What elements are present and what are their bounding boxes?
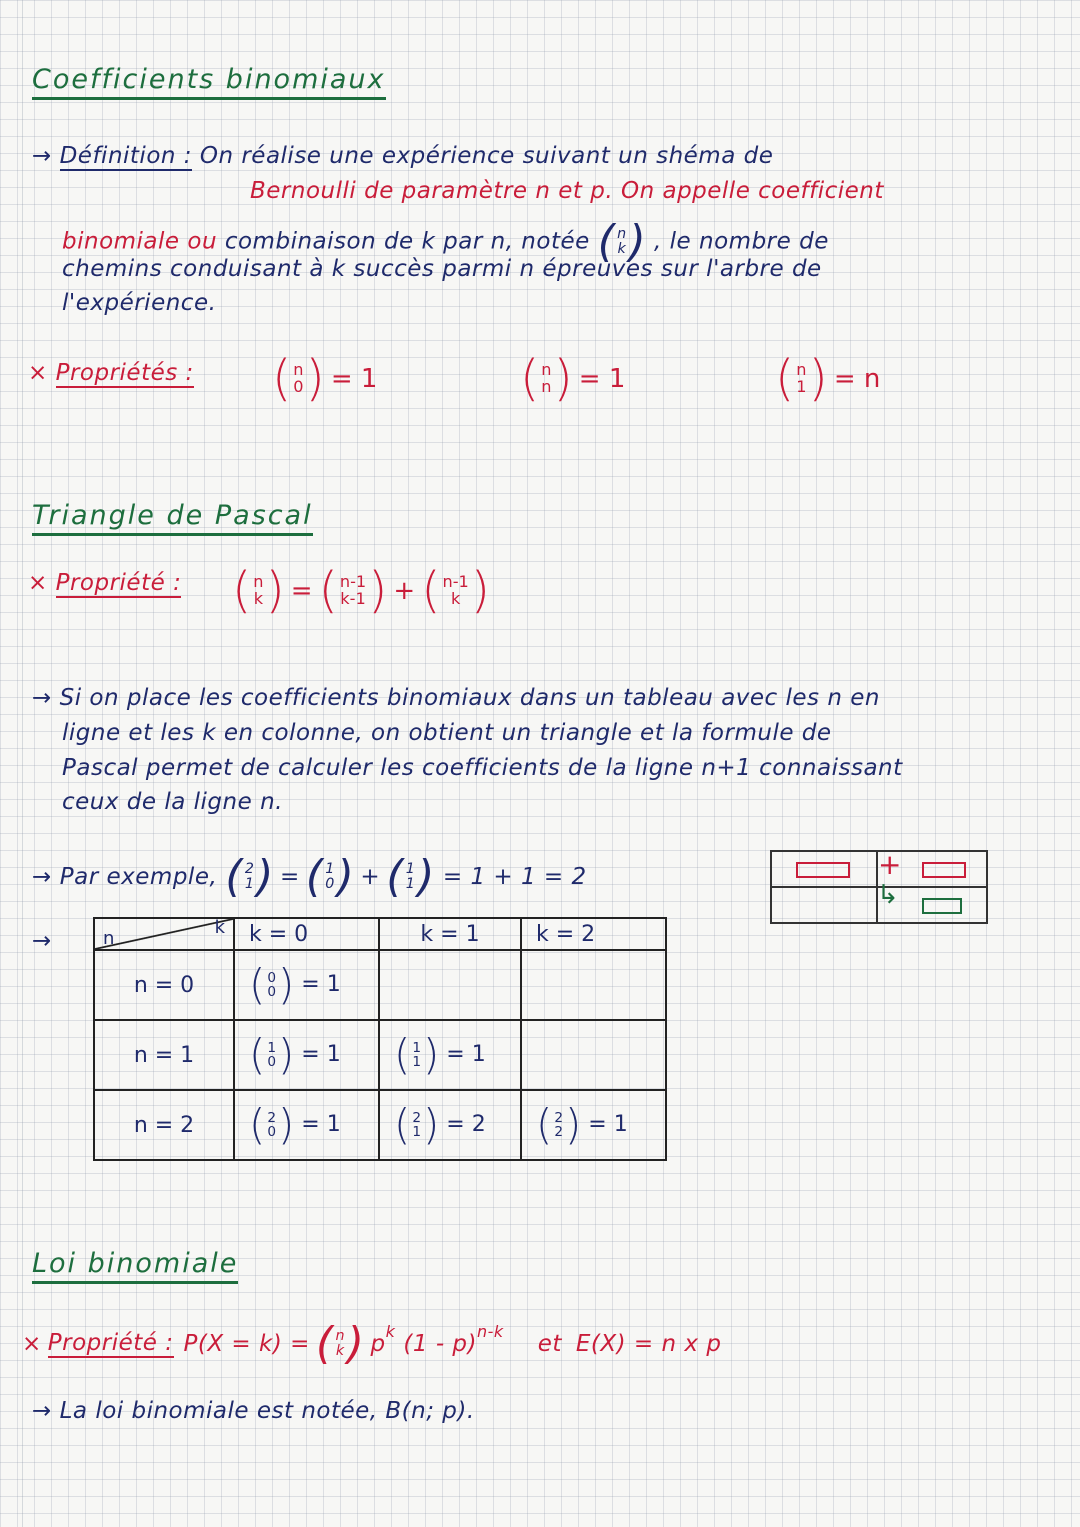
cell-0-2 — [521, 950, 666, 1020]
binomial-property-label: Propriété : — [47, 1329, 174, 1356]
corner-k: k — [214, 917, 225, 938]
pascal-text-line-4 — [62, 789, 283, 815]
example-tail: = 1 + 1 = 2 — [442, 863, 587, 890]
cell-2-0: ( 2 0 ) = 1 — [234, 1090, 379, 1160]
property-eq-1: = 1 — [330, 363, 378, 394]
property-eq-3: = n — [833, 363, 881, 394]
binom-1-1: ( 1 1 ) — [386, 851, 435, 902]
header-k2: k = 2 — [521, 918, 666, 950]
binom-2-1: ( 2 1 ) — [225, 851, 274, 902]
bullet-icon: × — [28, 570, 48, 596]
pascal-table — [93, 917, 667, 1161]
table-row — [94, 1090, 666, 1160]
pascal-text-2: ligne et les k en colonne, on obtient un triangle et la formule de — [62, 720, 832, 746]
corner-n: n — [103, 928, 115, 949]
property-binom-n-1: ( n 1 ) = n — [775, 349, 881, 407]
property-binom-n-0: ( n 0 ) = 1 — [272, 349, 378, 407]
formula-and: et — [537, 1330, 562, 1357]
definition-line-5 — [62, 290, 216, 316]
binomial-note: La loi binomiale est notée, B(n; p). — [59, 1398, 475, 1424]
header-k0: k = 0 — [234, 918, 379, 950]
table-arrow — [32, 928, 52, 954]
arrow-icon: → — [32, 863, 52, 890]
plus-icon: + — [878, 848, 902, 881]
cell-0-0: ( 0 0 ) = 1 — [234, 950, 379, 1020]
heading-triangle-de-pascal: Triangle de Pascal — [32, 500, 313, 536]
table-row — [94, 950, 666, 1020]
arrow-icon: → — [32, 143, 52, 169]
definition-text-2: Bernoulli de paramètre n et p. On appelle coefficient — [250, 178, 884, 204]
property-eq-2: = 1 — [578, 363, 626, 394]
arrow-icon: → — [32, 928, 52, 954]
pascal-text-1: Si on place les coefficients binomiaux dans un tableau avec les n en — [59, 685, 880, 711]
pascal-text-3: Pascal permet de calculer les coefficients de la ligne n+1 connaissant — [62, 755, 903, 781]
properties-label: Propriétés : — [55, 360, 194, 386]
definition-line-1 — [32, 143, 773, 169]
binomial-note-line — [32, 1398, 475, 1424]
bullet-icon: × — [22, 1330, 42, 1357]
definition-text-3b: combinaison de k par n, notée — [224, 228, 590, 255]
arrow-icon: → — [32, 685, 52, 711]
pascal-text-line-1 — [32, 685, 880, 711]
pascal-property-line — [28, 570, 181, 596]
page-margin-line — [22, 0, 23, 1527]
pascal-mini-diagram — [770, 850, 988, 924]
arrow-down-right-icon: ↳ — [877, 880, 899, 910]
arrow-icon: → — [32, 1398, 52, 1424]
row-label: n = 1 — [94, 1020, 234, 1090]
heading-coefficients-binomiaux: Coefficients binomiaux — [32, 64, 386, 100]
formula-exp1: k — [385, 1322, 396, 1341]
binom-n-k: ( n k ) — [597, 216, 647, 267]
binomial-property-line — [22, 1318, 722, 1369]
definition-text-3c: , le nombre de — [654, 228, 829, 255]
formula-exp2: n-k — [477, 1322, 504, 1341]
definition-text-3a: binomiale ou — [62, 228, 218, 255]
cell-0-1 — [379, 950, 521, 1020]
header-k1: k = 1 — [379, 918, 521, 950]
binom-1-0: ( 1 0 ) — [305, 851, 355, 902]
cell-2-2: ( 2 2 ) = 1 — [521, 1090, 666, 1160]
definition-line-2 — [250, 178, 884, 204]
definition-text-4: chemins conduisant à k succès parmi n épreuves sur l'arbre de — [62, 256, 822, 282]
properties-label-line — [28, 360, 194, 386]
cell-1-1: ( 1 1 ) = 1 — [379, 1020, 521, 1090]
row-label: n = 0 — [94, 950, 234, 1020]
pascal-property-label: Propriété : — [55, 570, 182, 596]
cell-2-1: ( 2 1 ) = 2 — [379, 1090, 521, 1160]
binom-n-k-law: ( n k ) — [315, 1318, 365, 1369]
pascal-text-line-3 — [62, 755, 903, 781]
definition-line-4 — [62, 256, 822, 282]
definition-text-5: l'expérience. — [62, 290, 217, 316]
example-line: → Par exemple, ( 2 1 ) = ( 1 0 ) + ( 1 1 ) = 1 + 1 = 2 — [32, 851, 587, 902]
pascal-text-line-2 — [62, 720, 832, 746]
formula-right: E(X) = n x p — [575, 1330, 722, 1357]
pascal-formula: ( n k ) = ( n-1 k-1 ) + ( n-1 k ) — [232, 561, 491, 619]
property-binom-n-n: ( n n ) = 1 — [520, 349, 626, 407]
corner-cell — [94, 918, 234, 950]
cell-1-0: ( 1 0 ) = 1 — [234, 1020, 379, 1090]
definition-label: Définition : — [59, 143, 193, 169]
row-label: n = 2 — [94, 1090, 234, 1160]
formula-p: p — [370, 1330, 386, 1357]
pascal-text-4: ceux de la ligne n. — [62, 789, 283, 815]
heading-loi-binomiale: Loi binomiale — [32, 1248, 238, 1284]
table-row — [94, 1020, 666, 1090]
example-prefix: Par exemple, — [59, 863, 218, 890]
formula-left: P(X = k) = — [183, 1330, 310, 1357]
formula-mid: (1 - p) — [403, 1330, 478, 1357]
bullet-icon: × — [28, 360, 48, 386]
table-header-row — [94, 918, 666, 950]
cell-1-2 — [521, 1020, 666, 1090]
definition-text-1: On réalise une expérience suivant un shéma de — [199, 143, 774, 169]
